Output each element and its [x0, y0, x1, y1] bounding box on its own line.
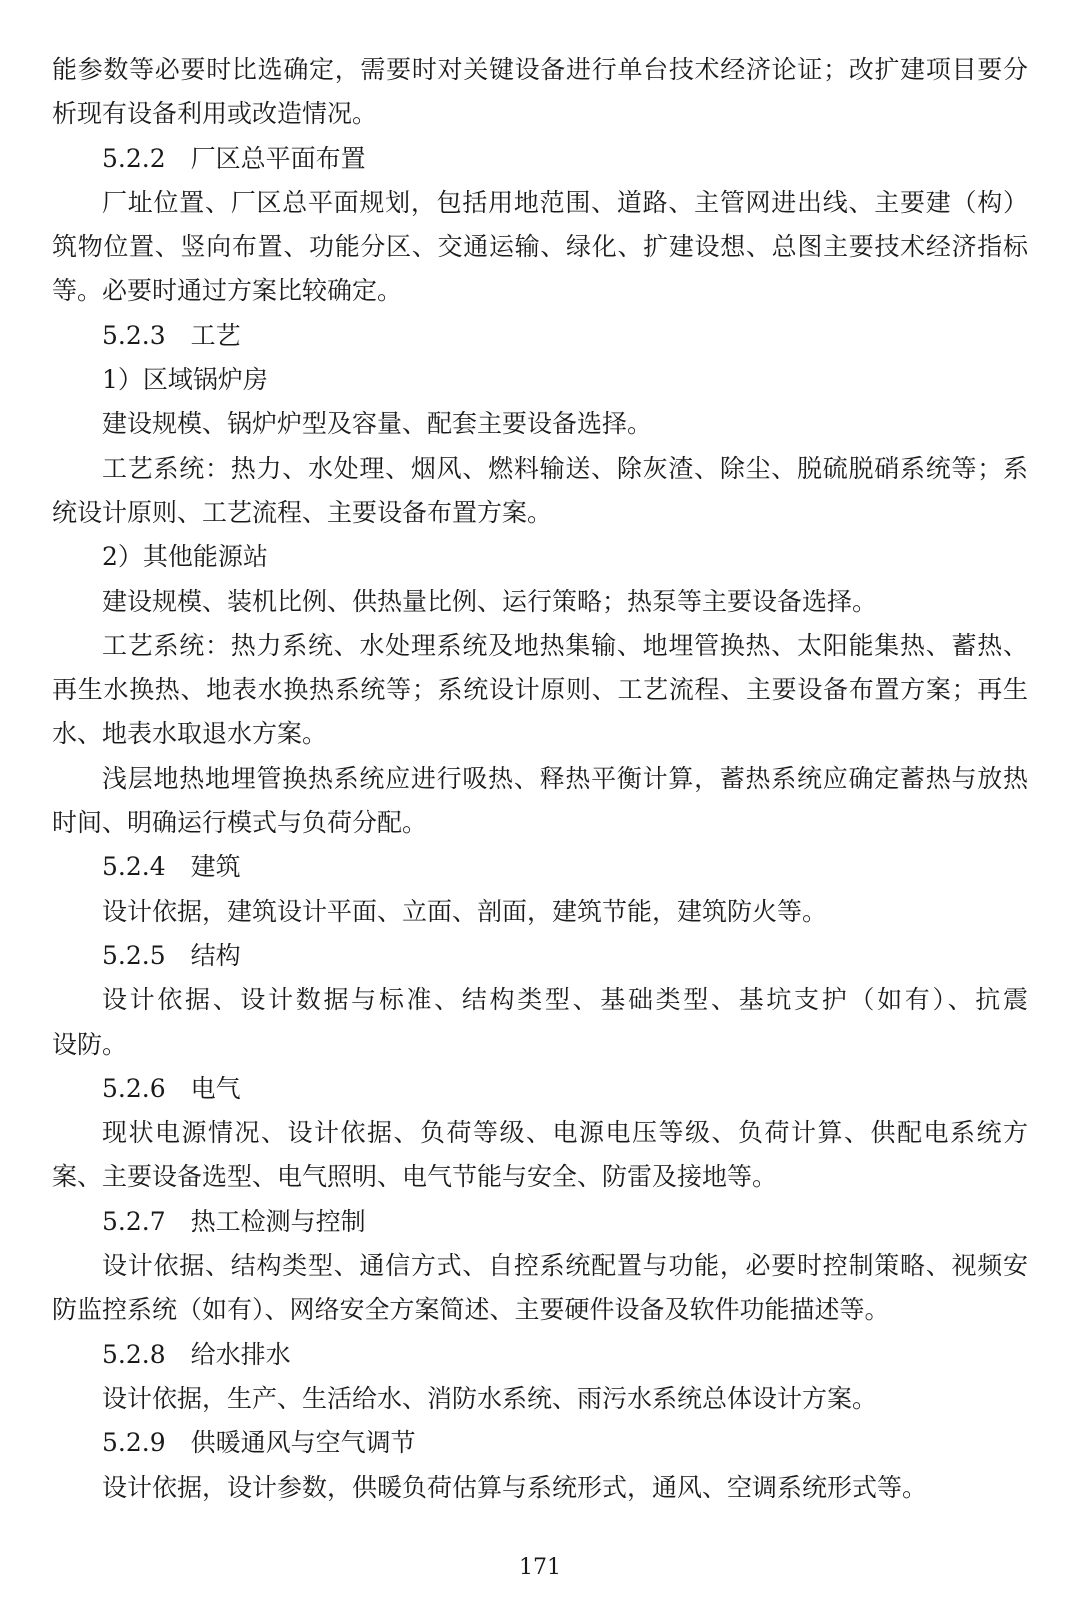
section-heading-5-2-6: 5.2.6 电气 [102, 1073, 241, 1103]
paragraph-line: 统设计原则、工艺流程、主要设备布置方案。 [52, 497, 553, 527]
paragraph-line: 设计依据，生产、生活给水、消防水系统、雨污水系统总体设计方案。 [102, 1383, 878, 1413]
paragraph-line: 建设规模、装机比例、供热量比例、运行策略；热泵等主要设备选择。 [102, 586, 878, 616]
paragraph-line: 时间、明确运行模式与负荷分配。 [52, 808, 428, 838]
paragraph-line: 等。必要时通过方案比较确定。 [52, 276, 403, 306]
subsection-heading: 2）其他能源站 [102, 542, 268, 572]
paragraph-line: 案、主要设备选型、电气照明、电气节能与安全、防雷及接地等。 [52, 1162, 778, 1192]
section-heading-5-2-4: 5.2.4 建筑 [102, 852, 241, 882]
paragraph-line: 设计依据、设计数据与标准、结构类型、基础类型、基坑支护（如有）、抗震 [102, 985, 1028, 1015]
paragraph-line: 现状电源情况、设计依据、负荷等级、电源电压等级、负荷计算、供配电系统方 [102, 1118, 1028, 1148]
paragraph-line: 厂址位置、厂区总平面规划，包括用地范围、道路、主管网进出线、主要建（构） [102, 187, 1028, 217]
paragraph-line: 建设规模、锅炉炉型及容量、配套主要设备选择。 [102, 409, 653, 439]
paragraph-line: 能参数等必要时比选确定，需要时对关键设备进行单台技术经济论证；改扩建项目要分 [52, 55, 1028, 84]
paragraph-line: 浅层地热地埋管换热系统应进行吸热、释热平衡计算，蓄热系统应确定蓄热与放热 [102, 763, 1028, 793]
section-heading-5-2-7: 5.2.7 热工检测与控制 [102, 1206, 366, 1236]
section-heading-5-2-8: 5.2.8 给水排水 [102, 1339, 291, 1369]
section-heading-5-2-2: 5.2.2 厂区总平面布置 [102, 143, 366, 173]
paragraph-line: 设计依据，建筑设计平面、立面、剖面，建筑节能，建筑防火等。 [102, 896, 828, 926]
paragraph-line: 工艺系统：热力、水处理、烟风、燃料输送、除灰渣、除尘、脱硫脱硝系统等；系 [102, 453, 1028, 483]
page-number: 171 [519, 1555, 561, 1580]
paragraph-line: 设计依据、结构类型、通信方式、自控系统配置与功能，必要时控制策略、视频安 [102, 1251, 1028, 1281]
paragraph-line: 析现有设备利用或改造情况。 [52, 99, 378, 129]
paragraph-line: 再生水换热、地表水换热系统等；系统设计原则、工艺流程、主要设备布置方案；再生 [52, 675, 1028, 705]
paragraph-line: 设防。 [52, 1029, 128, 1059]
body-text [52, 48, 1028, 1510]
section-heading-5-2-3: 5.2.3 工艺 [102, 320, 241, 350]
section-heading-5-2-9: 5.2.9 供暖通风与空气调节 [102, 1428, 416, 1458]
subsection-heading: 1）区域锅炉房 [102, 365, 268, 395]
section-heading-5-2-5: 5.2.5 结构 [102, 940, 241, 970]
paragraph-line: 筑物位置、竖向布置、功能分区、交通运输、绿化、扩建设想、总图主要技术经济指标 [52, 232, 1028, 262]
paragraph-line: 设计依据，设计参数，供暖负荷估算与系统形式，通风、空调系统形式等。 [102, 1472, 928, 1502]
paragraph-line: 防监控系统（如有）、网络安全方案简述、主要硬件设备及软件功能描述等。 [52, 1295, 890, 1325]
paragraph-line: 工艺系统：热力系统、水处理系统及地热集输、地埋管换热、太阳能集热、蓄热、 [102, 630, 1028, 660]
paragraph-line: 水、地表水取退水方案。 [52, 719, 328, 749]
